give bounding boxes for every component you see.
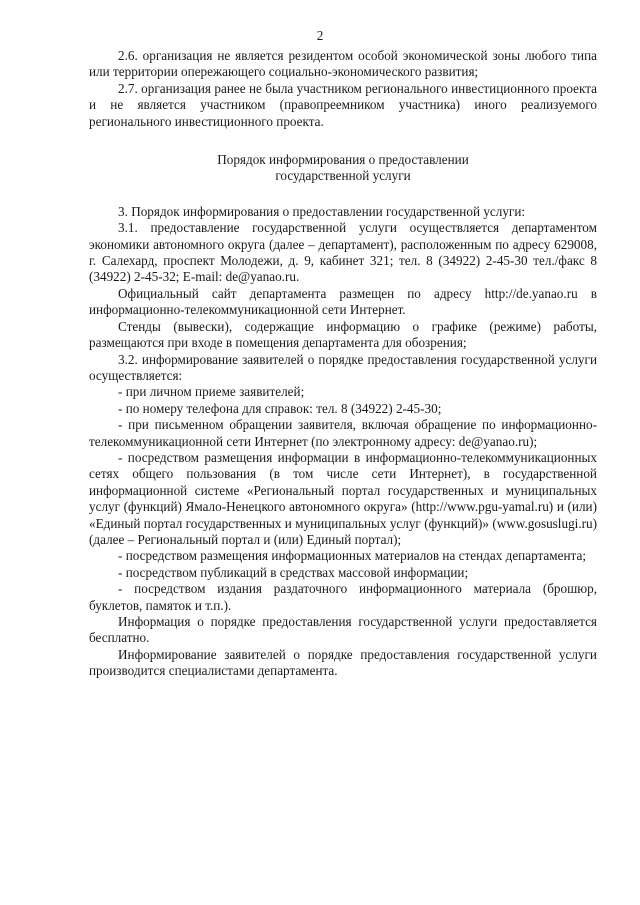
paragraph-free-of-charge: Информация о порядке предоставления государственной услуги предоставляется бесплатно. — [89, 614, 597, 646]
section-heading-line-1: Порядок информирования о предоставлении — [217, 152, 469, 168]
paragraph-official-site: Официальный сайт департамента размещен по адресу http://de.yanao.ru в информационно-телекоммуникационной сети Интернет. — [89, 285, 597, 318]
section-heading-line-2: государственной услуги — [275, 168, 411, 184]
list-item-personal-reception: - при личном приеме заявителей; — [118, 384, 305, 400]
paragraph-3-1: 3.1. предоставление государственной услуги осуществляется департаментом экономики автономного округа (далее – департамент), расположенным по адресу 629008, г. Салехард, проспект Молодежи, д. 9, кабинет 321; тел. 8 (34922) 2-45-30 тел./факс 8 (34922) 2-45-32; E-mail: de@yanao.ru. — [89, 220, 597, 285]
paragraph-2-7: 2.7. организация ранее не была участником регионального инвестиционного проекта и не является участником (правопреемником участника) иного реализуемого регионального инвестиционного проекта. — [89, 80, 597, 129]
paragraph-3: 3. Порядок информирования о предоставлении государственной услуги: — [118, 203, 526, 219]
paragraph-stands: Стенды (вывески), содержащие информацию о графике (режиме) работы, размещаются при входе в помещения департамента для обозрения; — [89, 318, 597, 351]
list-item-written-request: - при письменном обращении заявителя, включая обращение по информационно-телекоммуникационной сети Интернет (по электронному адресу: de@yanao.ru); — [89, 417, 597, 449]
paragraph-3-2: 3.2. информирование заявителей о порядке предоставления государственной услуги осуществляется: — [89, 351, 597, 383]
list-item-phone: - по номеру телефона для справок: тел. 8 (34922) 2-45-30; — [118, 400, 442, 416]
paragraph-department-staff: Информирование заявителей о порядке предоставления государственной услуги производится специалистами департамента. — [89, 646, 597, 679]
list-item-stands: - посредством размещения информационных материалов на стендах департамента; — [118, 548, 586, 564]
list-item-media: - посредством публикаций в средствах массовой информации; — [118, 564, 469, 580]
list-item-networks: - посредством размещения информации в информационно-телекоммуникационных сетях общего пользования (в том числе сети Интернет), в государственной информационной системе «Региональный портал государственных и муниципальных услуг (функций) Ямало-Ненецкого автономного округа» (http://www.pgu-yamal.ru) и (или) «Единый портал государственных и муниципальных услуг (функций)» (www.gosuslugi.ru) (далее – Региональный портал и (или) Единый портал); — [89, 449, 597, 547]
document-body — [89, 48, 597, 680]
paragraph-2-6: 2.6. организация не является резидентом особой экономической зоны любого типа или территории опережающего социально-экономического развития; — [89, 48, 597, 80]
section-heading — [89, 152, 597, 185]
page-number: 2 — [316, 28, 324, 43]
list-item-handouts: - посредством издания раздаточного информационного материала (брошюр, буклетов, памяток и т.п.). — [89, 581, 597, 613]
